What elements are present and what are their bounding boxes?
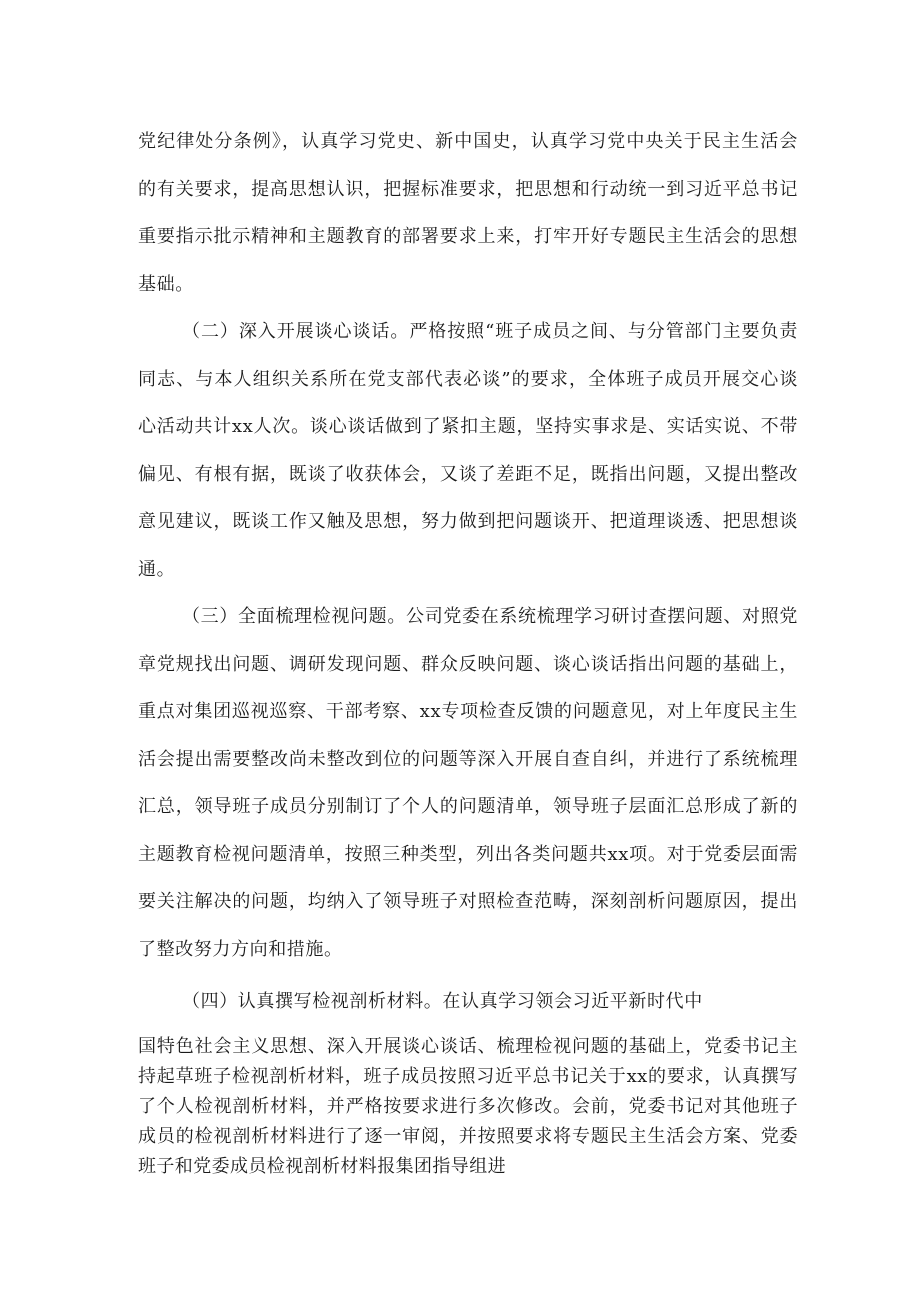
paragraph-analysis-materials-body: 国特色社会主义思想、深入开展谈心谈话、梳理检视问题的基础上，党委书记主持起草班子检视剖析材料，班子成员按照习近平总书记关于xx的要求，认真撰写了个人检视剖析材料，并严格按要求进行多次修改。会前，党委书记对其他班子成员的检视剖析材料进行了逐一审阅，并按照要求将专题民主生活会方案、党委班子和党委成员检视剖析材料报集团指导组进 (138, 1035, 798, 1177)
paragraph-problem-review: （三）全面梳理检视问题。公司党委在系统梳理学习研讨查摆问题、对照党章党规找出问题、调研发现问题、群众反映问题、谈心谈话指出问题的基础上，重点对集团巡视巡察、干部考察、xx专项检查反馈的问题意见，对上年度民主生活会提出需要整改尚未整改到位的问题等深入开展自查自纠，并进行了系统梳理汇总，领导班子成员分别制订了个人的问题清单，领导班子层面汇总形成了新的主题教育检视问题清单，按照三种类型，列出各类问题共xx项。对于党委层面需要关注解决的问题，均纳入了领导班子对照检查范畴，深刻剖析问题原因，提出了整改努力方向和措施。 (138, 606, 798, 960)
paragraph-heart-to-heart-talks: （二）深入开展谈心谈话。严格按照“班子成员之间、与分管部门主要负责同志、与本人组织关系所在党支部代表必谈”的要求，全体班子成员开展交心谈心活动共计xx人次。谈心谈话做到了紧扣主题，坚持实事求是、实话实说、不带偏见、有根有据，既谈了收获体会，又谈了差距不足，既指出问题，又提出整改意见建议，既谈工作又触及思想，努力做到把问题谈开、把道理谈透、把思想谈通。 (138, 321, 798, 580)
paragraph-analysis-materials-heading: （四）认真撰写检视剖析材料。在认真学习领会习近平新时代中 (182, 991, 703, 1012)
document-body (138, 118, 798, 1182)
paragraph-study-continuation: 党纪律处分条例》，认真学习党史、新中国史，认真学习党中央关于民主生活会的有关要求，提高思想认识，把握标准要求，把思想和行动统一到习近平总书记重要指示批示精神和主题教育的部署要求上来，打牢开好专题民主生活会的思想基础。 (138, 131, 798, 295)
